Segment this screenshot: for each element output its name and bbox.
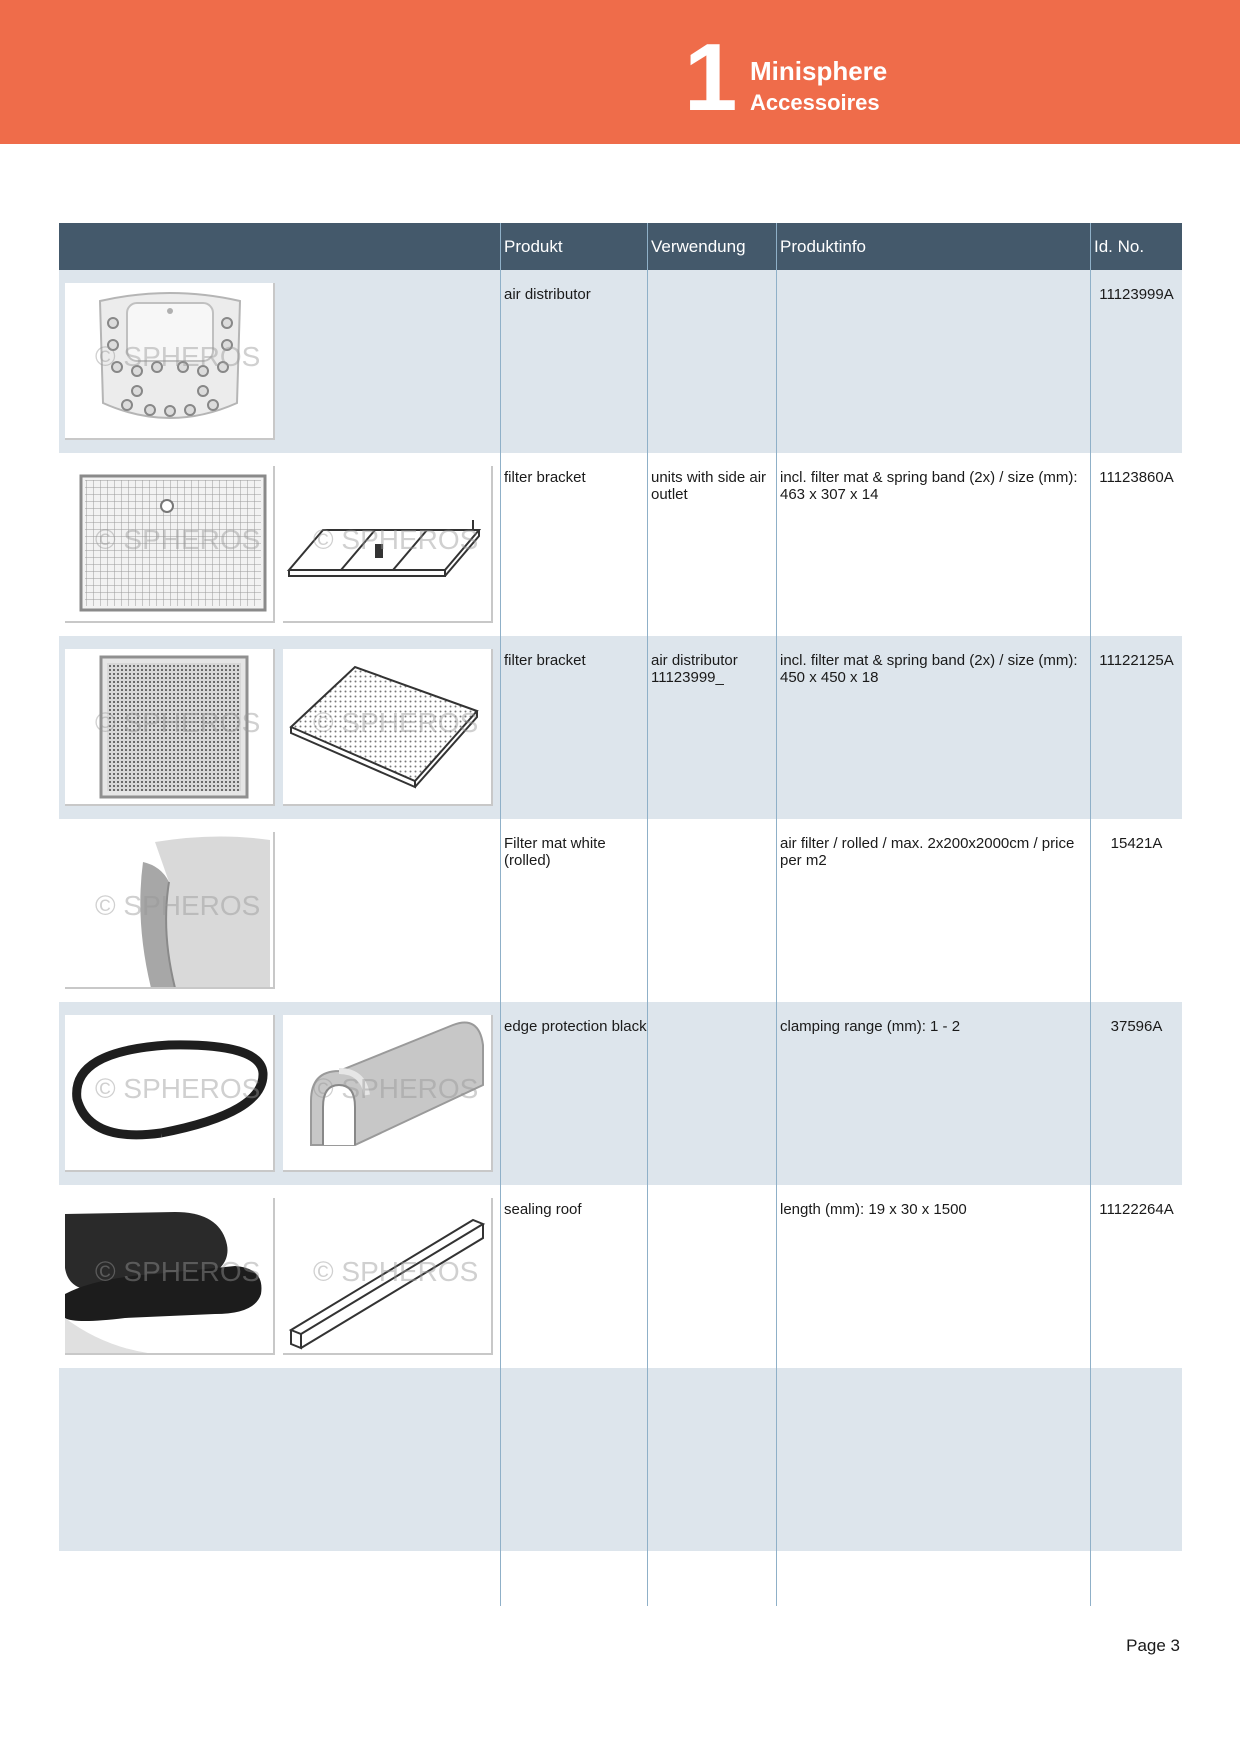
column-header-produkt: Produkt [504,237,563,256]
watermark: © SPHEROS [95,890,261,921]
watermark: © SPHEROS [95,707,261,738]
cell-id-no: 11123860A [1099,469,1174,486]
table-row-empty [59,1368,1182,1551]
watermark: © SPHEROS [313,1256,479,1287]
product-image [65,832,275,989]
column-divider [500,223,501,1606]
product-image [283,1198,493,1355]
cell-produktinfo: air filter / rolled / max. 2x200x2000cm / price per m2 [780,835,1075,869]
cell-verwendung: units with side air outlet [651,469,767,503]
cell-produkt: filter bracket [504,652,586,669]
cell-produktinfo: incl. filter mat & spring band (2x) / size (mm): 450 x 450 x 18 [780,652,1078,686]
watermark: © SPHEROS [313,707,479,738]
header-banner [0,0,1240,144]
cell-id-no: 37596A [1110,1018,1163,1035]
chapter-title: Minisphere [750,56,888,86]
table-header [59,223,1182,270]
cell-produkt: air distributor [504,286,591,303]
watermark: © SPHEROS [95,524,261,555]
table-row [59,1185,1182,1368]
chapter-subtitle: Accessoires [750,90,880,115]
column-header-verwendung: Verwendung [651,237,746,256]
table-row [59,453,1182,636]
watermark: © SPHEROS [313,1073,479,1104]
product-image [283,466,493,623]
table-row [59,636,1182,819]
watermark: © SPHEROS [313,524,479,555]
cell-produkt: edge protection black [504,1018,647,1035]
page-number: Page 3 [1126,1636,1180,1655]
watermark: © SPHEROS [95,1256,261,1287]
column-header-produktinfo: Produktinfo [780,237,866,256]
product-image [283,1015,493,1172]
table-row [59,819,1182,1002]
cell-verwendung: air distributor 11123999_ [651,652,738,686]
table-row [59,1002,1182,1185]
cell-id-no: 15421A [1110,835,1163,852]
cell-produktinfo: clamping range (mm): 1 - 2 [780,1018,961,1035]
cell-id-no: 11122125A [1099,652,1174,669]
product-image [283,649,493,806]
product-image [65,1198,275,1355]
column-divider [776,223,777,1606]
product-image [65,283,275,440]
cell-id-no: 11123999A [1099,286,1174,303]
watermark: © SPHEROS [95,341,261,372]
column-header-id-no: Id. No. [1094,237,1145,256]
cell-produktinfo: length (mm): 19 x 30 x 1500 [780,1201,967,1218]
cell-produkt: sealing roof [504,1201,582,1218]
cell-id-no: 11122264A [1099,1201,1174,1218]
column-divider [647,223,648,1606]
product-image [65,1015,275,1172]
cell-produkt: filter bracket [504,469,586,486]
product-image [65,649,275,806]
chapter-number: 1 [684,24,738,131]
product-image [65,466,275,623]
cell-produkt: Filter mat white (rolled) [504,835,606,869]
cell-produktinfo: incl. filter mat & spring band (2x) / size (mm): 463 x 307 x 14 [780,469,1078,503]
table-row [59,270,1182,453]
accessories-table [59,223,1182,1551]
watermark: © SPHEROS [95,1073,261,1104]
column-divider [1090,223,1091,1606]
